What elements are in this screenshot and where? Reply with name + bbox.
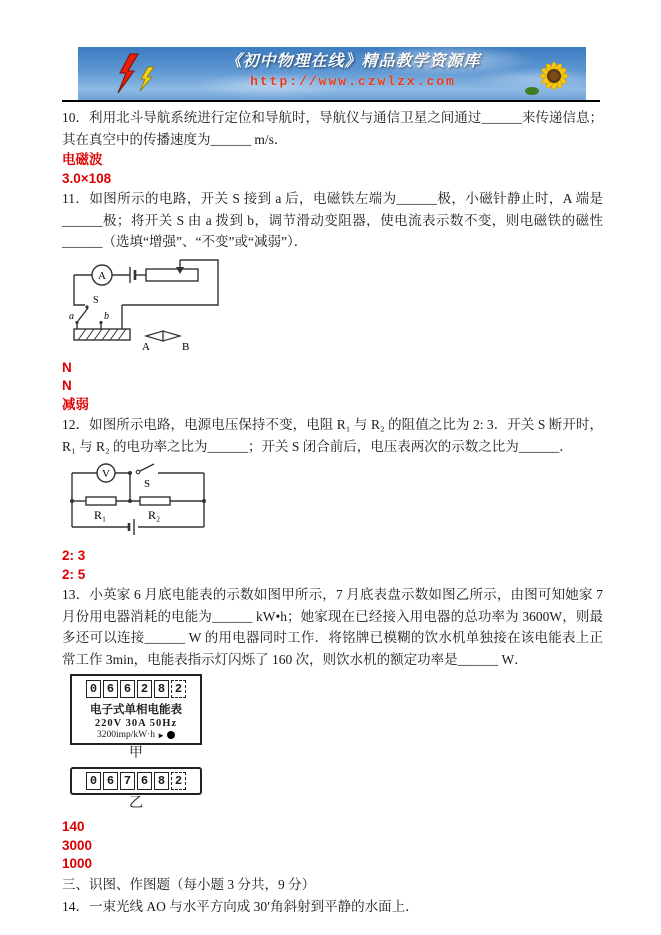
meter-jia-pulse: 3200imp/kW·h ► [77, 730, 195, 740]
svg-text:R₂: R₂ [148, 508, 161, 522]
energy-meter-yi [70, 767, 202, 795]
question-11-answer-1: N [62, 359, 72, 375]
svg-text:b: b [104, 310, 109, 322]
sunflower-icon [524, 55, 576, 97]
question-14-text: 14．一束光线 AO 与水平方向成 30′角斜射到平静的水面上． [62, 899, 419, 914]
site-banner [78, 47, 586, 100]
energy-meter-jia [70, 674, 202, 812]
pulse-arrow-icon: ► [157, 730, 165, 740]
question-10-answer-2: 3.0×108 [62, 170, 112, 186]
pulse-led-icon [167, 731, 175, 739]
svg-text:V: V [102, 468, 110, 480]
circuit-diagram-electromagnet [68, 257, 254, 351]
section-3-heading: 三、识图、作图题（每小题 3 分共，9 分） [62, 876, 316, 892]
question-13-text: 13．小英家 6 月底电能表的示数如图甲所示，7 月底表盘示数如图乙所示，由图可知她家 7 月份用电器消耗的电能为______ kW•h；她家现在已经接入用电器的总功率为 3600W，则最多还可以连接______ W 的用电器同时工作．将铭牌已模糊的饮水机单独接在该电能表上正常工作 3min，电能表指示灯闪烁了 160 次，则饮水机的额定功率是______ W． [62, 587, 603, 667]
meter-jia-digits [77, 680, 195, 698]
meter-digit-decimal: 2 [171, 680, 186, 698]
meter-digit: 8 [154, 680, 169, 698]
meter-digit: 7 [120, 772, 135, 790]
svg-text:a: a [69, 310, 74, 322]
svg-text:R₁: R₁ [94, 508, 107, 522]
banner-url[interactable]: http://www.czwlzx.com [250, 74, 456, 89]
site-logo-icon [108, 51, 170, 97]
meter-yi-digits [77, 772, 195, 790]
meter-digit: 0 [86, 680, 101, 698]
meter-digit: 6 [137, 772, 152, 790]
meter-digit-decimal: 2 [171, 772, 186, 790]
question-13-answer-2: 3000 [62, 837, 93, 853]
question-10-text: 10．利用北斗导航系统进行定位和导航时，导航仪与通信卫星之间通过______来传递信息；其在真空中的传播速度为______ m/s． [62, 110, 603, 147]
question-13-answer-3: 1000 [62, 856, 93, 871]
question-13-answer-1: 140 [62, 819, 85, 834]
meter-digit: 6 [103, 772, 118, 790]
meter-digit: 8 [154, 772, 169, 790]
meter-digit: 6 [120, 680, 135, 698]
compass-needle [146, 331, 180, 341]
worksheet-content [62, 107, 603, 919]
question-11-answer-2: N [62, 378, 72, 393]
question-12-answer-2: 2: 5 [62, 566, 86, 582]
question-10-answer-1: 电磁波 [62, 152, 103, 167]
question-12-answer-1: 2: 3 [62, 548, 86, 563]
circuit-diagram-voltmeter [68, 461, 218, 539]
meter-jia-specs: 220V 30A 50Hz [94, 718, 178, 729]
meter-jia-label: 甲 [129, 746, 143, 761]
svg-text:A: A [98, 269, 106, 282]
svg-text:S: S [93, 294, 99, 306]
meter-yi-label: 乙 [129, 796, 143, 811]
meter-digit: 0 [86, 772, 101, 790]
svg-text:B: B [182, 340, 190, 351]
question-11-answer-3: 减弱 [62, 396, 89, 412]
question-11-text: 11．如图所示的电路，开关 S 接到 a 后，电磁铁左端为______极，小磁针静止时，A 端是______极；将开关 S 由 a 拨到 b，调节滑动变阻器，使电流表示数不变，则电磁铁的磁性______（选填“增强”、“不变”或“减弱”）． [62, 191, 603, 249]
header-divider [62, 100, 600, 102]
meter-digit: 6 [103, 680, 118, 698]
question-12-text: 12．如图所示电路，电源电压保持不变，电阻 R₁ 与 R₂ 的阻值之比为 2: 3．开关 S 断开时，R₁ 与 R₂ 的电功率之比为______；开关 S 闭合前后，电压表两次的示数之比为______． [62, 417, 603, 454]
meter-jia-name: 电子式单相电能表 [90, 704, 182, 716]
svg-text:A: A [142, 340, 150, 351]
banner-title: 《初中物理在线》精品教学资源库 [225, 53, 481, 70]
svg-text:S: S [144, 478, 151, 490]
meter-digit: 2 [137, 680, 152, 698]
